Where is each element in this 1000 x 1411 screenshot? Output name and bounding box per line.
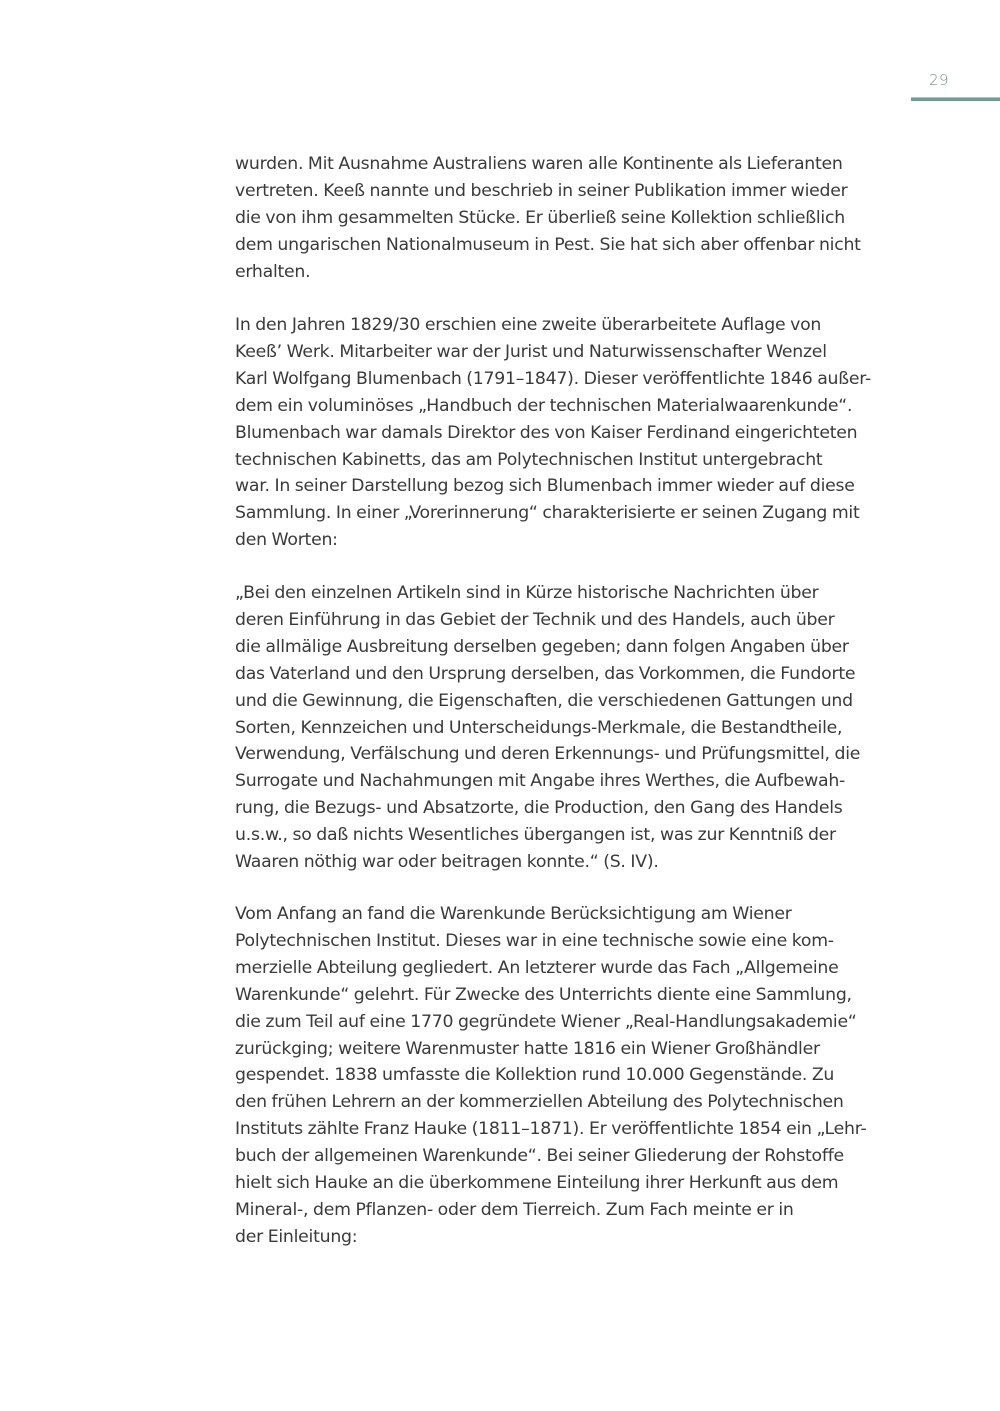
text-line: die allmälige Ausbreitung derselben gegeben; dann folgen Angaben über <box>235 636 849 657</box>
text-line: Vom Anfang an fand die Warenkunde Berücksichtigung am Wiener <box>235 904 792 924</box>
text-line: „Bei den einzelnen Artikeln sind in Kürze historische Nachrichten über <box>235 583 819 603</box>
header-rule <box>911 97 1000 101</box>
text-line: Verwendung, Verfälschung und deren Erkennungs- und Prüfungsmittel, die <box>235 744 861 765</box>
text-line: Mineral-, dem Pflanzen- oder dem Tierreich. Zum Fach meinte er in <box>235 1199 794 1220</box>
paragraph-polytechnic-institute <box>235 901 900 1251</box>
text-line: dem ungarischen Nationalmuseum in Pest. Sie hat sich aber offenbar nicht <box>235 234 861 255</box>
text-line: Blumenbach war damals Direktor des von Kaiser Ferdinand eingerichteten <box>235 422 858 443</box>
text-line: hielt sich Hauke an die überkommene Einteilung ihrer Herkunft aus dem <box>235 1173 839 1194</box>
paragraph-keess-collection <box>235 151 900 286</box>
text-line: zurückging; weitere Warenmuster hatte 1816 ein Wiener Großhändler <box>235 1038 820 1059</box>
text-line: Waaren nöthig war oder beitragen konnte.“ (S. IV). <box>235 852 659 873</box>
text-line: Sammlung. In einer „Vorerinnerung“ charakterisierte er seinen Zugang mit <box>235 503 860 524</box>
text-line: u.s.w., so daß nichts Wesentliches übergangen ist, was zur Kenntniß der <box>235 825 836 846</box>
text-line: vertreten. Keeß nannte und beschrieb in seiner Publikation immer wieder <box>235 180 848 201</box>
text-line: wurden. Mit Ausnahme Australiens waren alle Kontinente als Lieferanten <box>235 154 843 174</box>
text-line: Warenkunde“ gelehrt. Für Zwecke des Unterrichts diente eine Sammlung, <box>235 984 852 1005</box>
page-number: 29 <box>929 71 950 89</box>
text-line: deren Einführung in das Gebiet der Technik und des Handels, auch über <box>235 609 835 630</box>
text-line: Polytechnischen Institut. Dieses war in eine technische sowie eine kom- <box>235 930 834 951</box>
text-line: Karl Wolfgang Blumenbach (1791–1847). Dieser veröffentlichte 1846 außer- <box>235 368 872 389</box>
text-line: der Einleitung: <box>235 1226 358 1247</box>
text-line: Keeß’ Werk. Mitarbeiter war der Jurist und Naturwissenschafter Wenzel <box>235 341 827 362</box>
text-line: rung, die Bezugs- und Absatzorte, die Production, den Gang des Handels <box>235 798 843 819</box>
paragraph-blumenbach <box>235 312 900 554</box>
text-line: die von ihm gesammelten Stücke. Er überließ seine Kollektion schließlich <box>235 207 845 228</box>
text-line: dem ein voluminöses „Handbuch der technischen Materialwaarenkunde“. <box>235 395 853 416</box>
text-line: den Worten: <box>235 530 338 551</box>
text-line: den frühen Lehrern an der kommerziellen Abteilung des Polytechnischen <box>235 1092 844 1113</box>
text-line: und die Gewinnung, die Eigenschaften, die verschiedenen Gattungen und <box>235 690 853 711</box>
text-line: die zum Teil auf eine 1770 gegründete Wiener „Real-Handlungsakademie“ <box>235 1011 857 1032</box>
text-line: war. In seiner Darstellung bezog sich Blumenbach immer wieder auf diese <box>235 476 855 497</box>
text-line: erhalten. <box>235 261 311 282</box>
text-line: merzielle Abteilung gegliedert. An letzterer wurde das Fach „Allgemeine <box>235 957 839 978</box>
text-line: buch der allgemeinen Warenkunde“. Bei seiner Gliederung der Rohstoffe <box>235 1146 844 1167</box>
text-line: In den Jahren 1829/30 erschien eine zweite überarbeitete Auflage von <box>235 315 822 335</box>
text-line: technischen Kabinetts, das am Polytechnischen Institut untergebracht <box>235 449 823 470</box>
text-line: Instituts zählte Franz Hauke (1811–1871). Er veröffentlichte 1854 ein „Lehr- <box>235 1119 867 1140</box>
text-line: Surrogate und Nachahmungen mit Angabe ihres Werthes, die Aufbewah- <box>235 771 846 792</box>
paragraph-quotation <box>235 580 900 876</box>
text-line: Sorten, Kennzeichen und Unterscheidungs-Merkmale, die Bestandtheile, <box>235 717 843 738</box>
text-line: gespendet. 1838 umfasste die Kollektion rund 10.000 Gegenstände. Zu <box>235 1065 835 1086</box>
text-line: das Vaterland und den Ursprung derselben, das Vorkommen, die Fundorte <box>235 663 856 684</box>
